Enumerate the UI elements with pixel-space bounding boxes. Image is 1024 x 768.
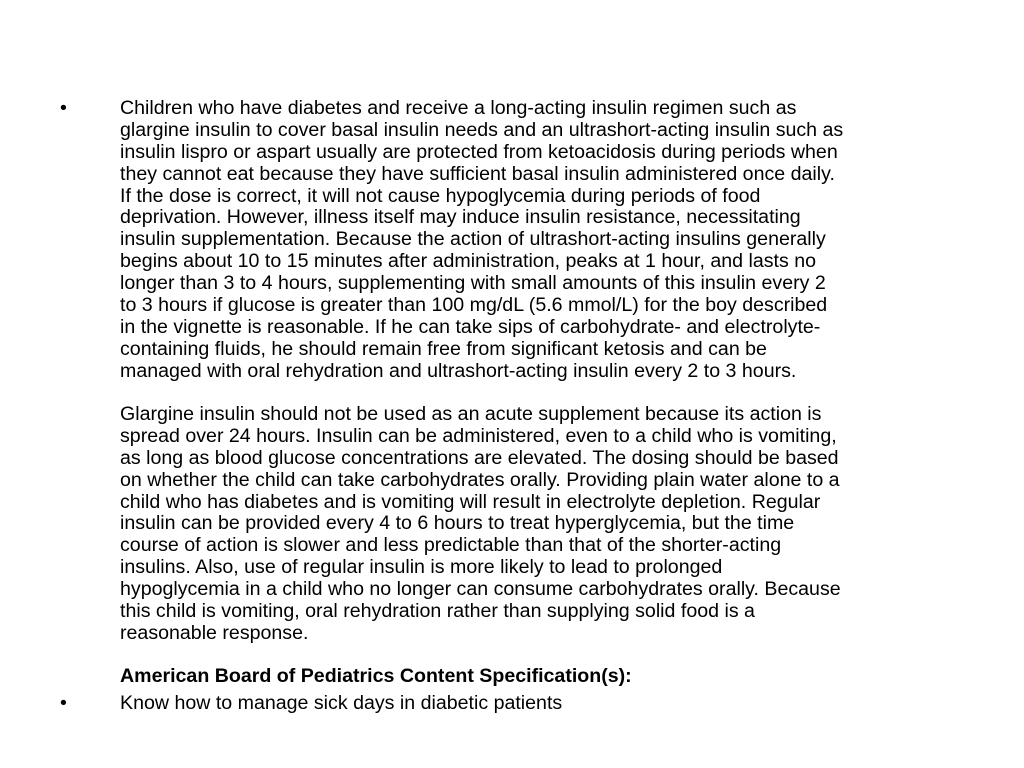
paragraph-line: course of action is slower and less predictable than that of the shorter-acting [120, 534, 782, 557]
paragraph-line: If the dose is correct, it will not cause hypoglycemia during periods of food [120, 184, 761, 207]
paragraph-line: Children who have diabetes and receive a long-acting insulin regimen such as [120, 97, 797, 119]
paragraph-line: insulin can be provided every 4 to 6 hours to treat hyperglycemia, but the time [120, 512, 795, 535]
paragraph-line: on whether the child can take carbohydrates orally. Providing plain water alone to a [120, 468, 840, 491]
explanation-paragraph-1 [120, 98, 970, 383]
paragraph-line: this child is vomiting, oral rehydration rather than supplying solid food is a [120, 600, 755, 623]
content-specification-item: Know how to manage sick days in diabetic patients [120, 692, 563, 714]
paragraph-line: to 3 hours if glucose is greater than 100 mg/dL (5.6 mmol/L) for the boy described [120, 294, 828, 317]
paragraph-line: insulin supplementation. Because the action of ultrashort-acting insulins generally [120, 228, 826, 251]
paragraph-line: insulins. Also, use of regular insulin is more likely to lead to prolonged [120, 556, 723, 579]
content-specification-heading: American Board of Pediatrics Content Specification(s): [120, 665, 632, 687]
bullet-1: • [60, 97, 67, 119]
paragraph-line: insulin lispro or aspart usually are protected from ketoacidosis during periods when [120, 140, 838, 163]
paragraph-line: hypoglycemia in a child who no longer can consume carbohydrates orally. Because [120, 578, 841, 601]
paragraph-line: as long as blood glucose concentrations are elevated. The dosing should be based [120, 446, 839, 469]
paragraph-line: containing fluids, he should remain free from significant ketosis and can be [120, 337, 767, 360]
paragraph-line: reasonable response. [120, 621, 309, 644]
paragraph-line: they cannot eat because they have sufficient basal insulin administered once daily. [120, 162, 835, 185]
paragraph-line: child who has diabetes and is vomiting will result in electrolyte depletion. Regular [120, 490, 821, 513]
paragraph-line: begins about 10 to 15 minutes after administration, peaks at 1 hour, and lasts no [120, 250, 817, 273]
paragraph-line: longer than 3 to 4 hours, supplementing with small amounts of this insulin every 2 [120, 272, 826, 295]
explanation-paragraph-2 [120, 404, 970, 645]
paragraph-line: in the vignette is reasonable. If he can take sips of carbohydrate- and electrolyte- [120, 315, 821, 338]
paragraph-line: managed with oral rehydration and ultrashort-acting insulin every 2 to 3 hours. [120, 359, 797, 382]
bullet-2: • [60, 692, 67, 714]
paragraph-line: deprivation. However, illness itself may induce insulin resistance, necessitating [120, 206, 801, 229]
paragraph-line: Glargine insulin should not be used as an acute supplement because its action is [120, 403, 822, 425]
paragraph-line: spread over 24 hours. Insulin can be administered, even to a child who is vomiting, [120, 424, 837, 447]
paragraph-line: glargine insulin to cover basal insulin needs and an ultrashort-acting insulin such as [120, 118, 844, 141]
